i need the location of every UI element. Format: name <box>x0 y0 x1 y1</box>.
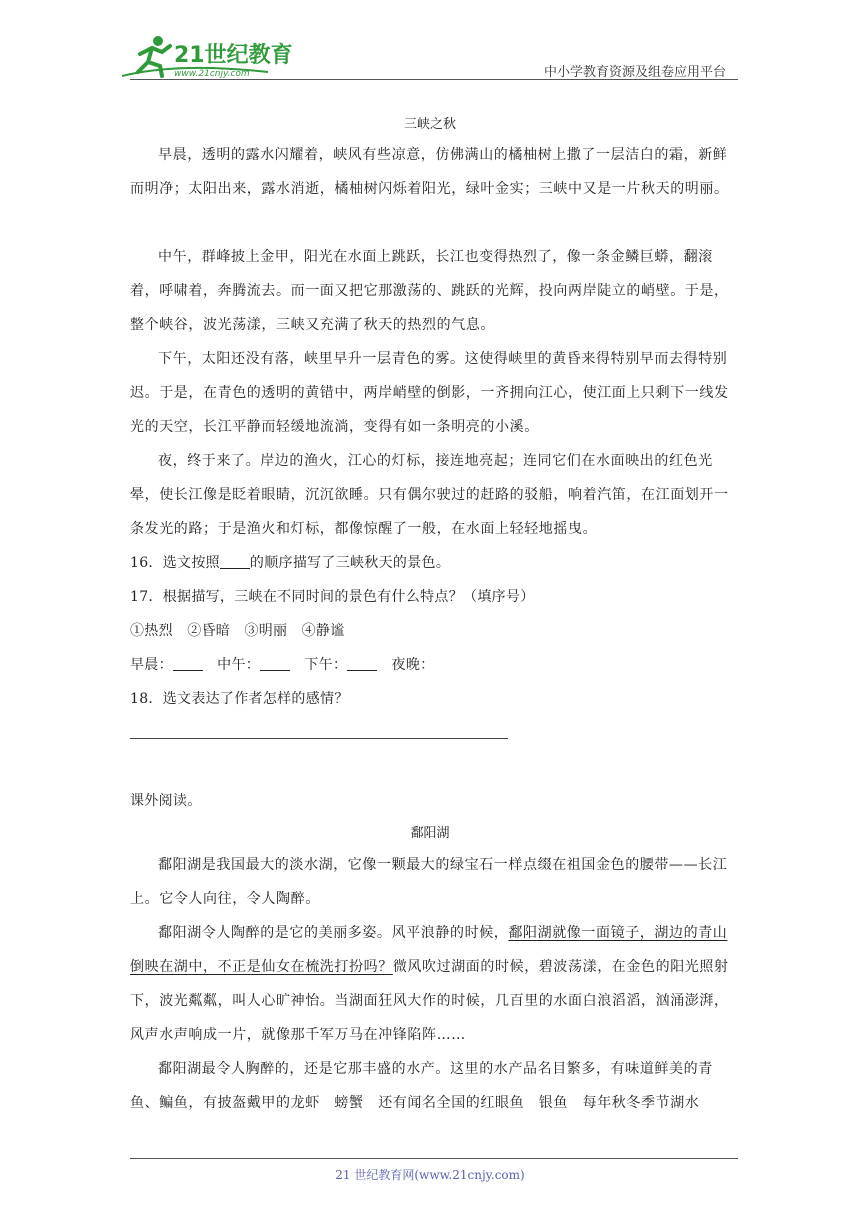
footer-divider <box>130 1158 738 1159</box>
extra-passage-title: 鄱阳湖 <box>410 826 450 841</box>
noon-blank[interactable] <box>260 656 290 671</box>
svg-text:21世纪教育: 21世纪教育 <box>174 43 293 68</box>
morning-blank[interactable] <box>173 656 203 671</box>
underlined-sentence: 鄱阳湖就像一面镜子，湖边的青山倒映在湖中，不正是仙女在梳洗打扮吗？ <box>130 925 728 975</box>
extra-paragraph-2: 鄱阳湖令人陶醉的是它的美丽多姿。风平浪静的时候，鄱阳湖就像一面镜子，湖边的青山倒映在湖中，不正是仙女在梳洗打扮吗？微风吹过湖面的时候，碧波荡漾，在金色的阳光照射下，波光粼粼，叫人心旷神怡。当湖面狂风大作的时候，几百里的水面白浪滔滔，汹涌澎湃，风声水声响成一片，就像那千军万马在冲锋陷阵…… <box>130 925 729 1043</box>
passage-paragraph-3: 下午，太阳还没有落，峡里早升一层青色的雾。这使得峡里的黄昏来得特别早而去得特别迟。于是，在青色的透明的黄错中，两岸峭壁的倒影，一齐拥向江心，使江面上只剩下一线发光的天空，长江平静而轻缓地流淌，变得有如一条明亮的小溪。 <box>130 351 729 435</box>
answer-blank[interactable] <box>220 554 250 569</box>
question-17-options: ①热烈 ②昏暗 ③明丽 ④静谧 <box>130 623 345 639</box>
question-17: 17．根据描写，三峡在不同时间的景色有什么特点？（填序号） <box>130 589 535 605</box>
question-16: 16．选文按照 的顺序描写了三峡秋天的景色。 <box>130 555 451 571</box>
svg-text:www.21cnjy.com: www.21cnjy.com <box>174 69 250 79</box>
section-heading: 课外阅读。 <box>130 793 202 809</box>
platform-name: 中小学教育资源及组卷应用平台 <box>543 65 726 80</box>
question-18: 18．选文表达了作者怎样的感情？ <box>130 691 349 707</box>
header-divider <box>130 79 738 80</box>
runner-logo-icon <box>118 32 293 80</box>
extra-paragraph-1: 鄱阳湖是我国最大的淡水湖，它像一颗最大的绿宝石一样点缀在祖国金色的腰带——长江上。它令人向往，令人陶醉。 <box>130 857 728 907</box>
answer-line[interactable] <box>130 738 508 739</box>
passage-paragraph-1: 早晨，透明的露水闪耀着，峡风有些凉意，仿佛满山的橘柚树上撒了一层洁白的霜，新鲜而明净；太阳出来，露水消逝，橘柚树闪烁着阳光，绿叶金实；三峡中又是一片秋天的明丽。 <box>130 147 729 197</box>
passage-title: 三峡之秋 <box>403 117 456 132</box>
extra-paragraph-3: 鄱阳湖最令人胸醉的，还是它那丰盛的水产。这里的水产品名目繁多，有味道鲜美的青鱼、鳊鱼，有披盔戴甲的龙虾 螃蟹 还有闻名全国的红眼鱼 银鱼 每年秋冬季节湖水 <box>130 1061 713 1111</box>
site-logo <box>118 32 293 80</box>
question-17-answers: 早晨： 中午： 下午： 夜晚： <box>130 657 435 673</box>
passage-paragraph-4: 夜，终于来了。岸边的渔火，江心的灯标，接连地亮起；连同它们在水面映出的红色光晕，使长江像是眨着眼睛，沉沉欲睡。只有偶尔驶过的赶路的驳船，响着汽笛，在江面划开一条发光的路；于是渔火和灯标，都像惊醒了一般，在水面上轻轻地摇曳。 <box>130 453 729 537</box>
footer-link[interactable]: 21 世纪教育网(www.21cnjy.com) <box>335 1168 525 1182</box>
passage-paragraph-2: 中午，群峰披上金甲，阳光在水面上跳跃，长江也变得热烈了，像一条金鳞巨蟒，翻滚着，呼啸着，奔腾流去。而一面又把它那激荡的、跳跃的光辉，投向两岸陡立的峭壁。于是，整个峡谷，波光荡漾，三峡又充满了秋天的热烈的气息。 <box>130 249 729 333</box>
afternoon-blank[interactable] <box>347 656 377 671</box>
